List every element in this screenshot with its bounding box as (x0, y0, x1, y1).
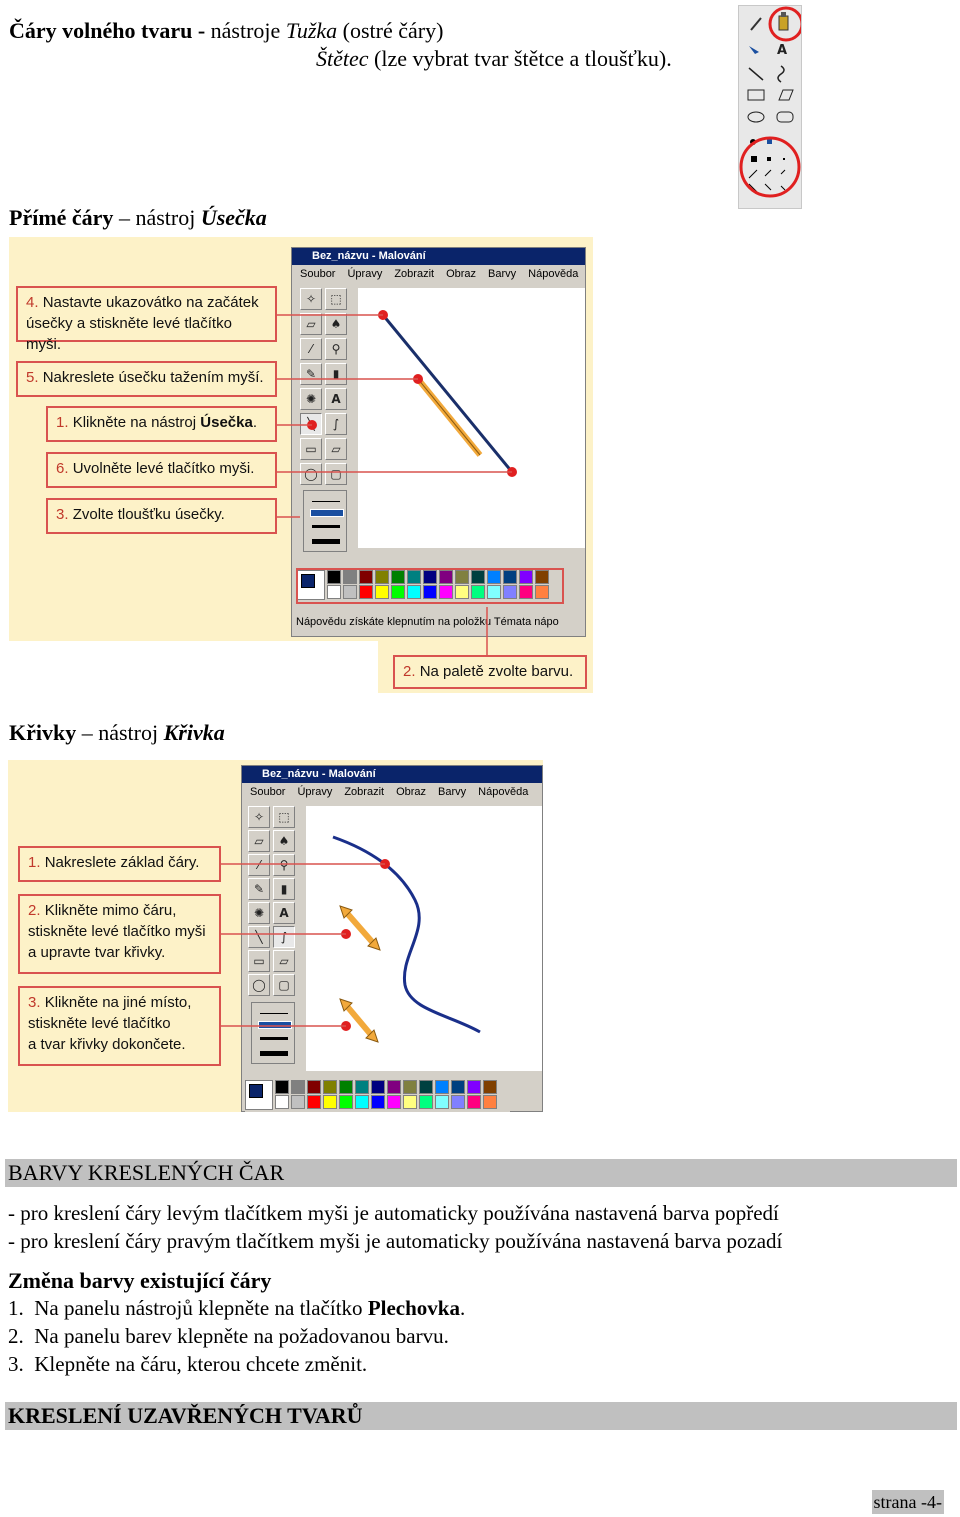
menu-soubor[interactable]: Soubor (300, 268, 336, 280)
callout-num: 4. (26, 294, 39, 311)
magnifier-tool[interactable]: ⚲ (273, 854, 295, 876)
curve-tool[interactable]: ∫ (325, 413, 347, 435)
ellipse-tool-icon (748, 112, 764, 122)
colors-section-heading: BARVY KRESLENÝCH ČAR (5, 1159, 957, 1187)
closed-shapes-heading: KRESLENÍ UZAVŘENÝCH TVARŮ (5, 1402, 957, 1430)
airbrush-tool[interactable]: ✺ (300, 388, 322, 410)
callout-text-2: stiskněte levé tlačítko myši (28, 923, 206, 940)
brush-tool[interactable]: ▮ (325, 363, 347, 385)
airbrush-tool[interactable]: ✺ (248, 902, 270, 924)
color-picker-tool[interactable]: ⁄ (300, 338, 322, 360)
step-end: . (459, 1296, 466, 1320)
callout-num: 2. (403, 663, 416, 680)
menu-upravy[interactable]: Úpravy (347, 268, 383, 280)
drawn-curve (333, 837, 480, 1032)
text-tool-icon: A (777, 43, 788, 58)
color-picker-tool[interactable]: ⁄ (248, 854, 270, 876)
polygon-tool[interactable]: ▱ (325, 438, 347, 460)
callout-text: Klikněte mimo čáru, (44, 902, 177, 919)
text-tool[interactable]: A (325, 388, 347, 410)
menu-zobrazit[interactable]: Zobrazit (344, 786, 385, 798)
callout-line-step-4 (16, 286, 277, 353)
tool-brush-desc: (lze vybrat tvar štětce a tloušťku). (368, 46, 672, 71)
step-num: 3. (8, 1352, 24, 1376)
menu-napoveda[interactable]: Nápověda (478, 786, 529, 798)
callout-line-step-6 (46, 452, 277, 488)
callout-line-step-1 (46, 406, 277, 442)
menu-soubor[interactable]: Soubor (250, 786, 286, 798)
menu-obraz[interactable]: Obraz (396, 786, 427, 798)
callout-num: 5. (26, 369, 39, 386)
curves-bold: Křivky (9, 720, 77, 745)
select-tool[interactable]: ⬚ (273, 806, 295, 828)
step-num: 2. (8, 1324, 24, 1348)
fill-tool[interactable]: ♠ (325, 313, 347, 335)
callout-text: Uvolněte levé tlačítko myši. (72, 460, 255, 477)
brush-icon (779, 12, 788, 30)
drawn-line (383, 315, 512, 472)
line-tool[interactable]: ╲ (248, 926, 270, 948)
paint-window-1-title: Bez_názvu - Malování (292, 248, 585, 265)
callout-text-2: stiskněte levé tlačítko (28, 1015, 171, 1032)
step-text: Klepněte na čáru, kterou chcete změnit. (34, 1352, 368, 1376)
menu-barvy[interactable]: Barvy (438, 786, 467, 798)
callout-text-3: a tvar křivky dokončete. (28, 1036, 186, 1053)
curve-tool[interactable]: ∫ (273, 926, 295, 948)
rounded-rect-tool[interactable]: ▢ (273, 974, 295, 996)
change-color-step-2 (8, 1323, 449, 1349)
callout-line-step-3 (46, 498, 277, 534)
callout-num: 3. (56, 506, 69, 523)
colors-line-1: - pro kreslení čáry levým tlačítkem myši je automaticky používána nastavená barva popředí (8, 1201, 779, 1225)
rounded-rect-tool-icon (777, 112, 793, 122)
ellipse-tool[interactable]: ◯ (300, 463, 322, 485)
callout-curve-step-3 (18, 986, 221, 1066)
brush-shape-square (751, 156, 757, 162)
callout-text: Nakreslete základ čáry. (44, 854, 200, 871)
callout-num: 3. (28, 994, 41, 1011)
change-color-step-3 (8, 1351, 367, 1377)
change-color-step-1 (8, 1295, 465, 1321)
status-bar-1: Nápovědu získáte klepnutím na položku Témata nápo (296, 616, 559, 628)
menu-upravy[interactable]: Úpravy (297, 786, 333, 798)
menu-barvy[interactable]: Barvy (488, 268, 517, 280)
tool-pencil-name: Tužka (285, 18, 338, 43)
menu-zobrazit[interactable]: Zobrazit (394, 268, 435, 280)
eraser-tool[interactable]: ▱ (300, 313, 322, 335)
fill-tool[interactable]: ♠ (273, 830, 295, 852)
select-tool[interactable]: ⬚ (325, 288, 347, 310)
colors-line-2: - pro kreslení čáry pravým tlačítkem myši je automaticky používána nastavená barva pozadí (8, 1229, 783, 1253)
callout-text: Klikněte na jiné místo, (44, 994, 192, 1011)
callout-line-step-5 (16, 361, 277, 397)
change-color-subheading: Změna barvy existující čáry (8, 1268, 272, 1293)
tool-pencil-desc: (ostré čáry) (337, 18, 444, 43)
callout-num: 6. (56, 460, 69, 477)
callout-text: Zvolte tloušťku úsečky. (72, 506, 225, 523)
callout-text-3: a upravte tvar křivky. (28, 944, 166, 961)
menu-napoveda[interactable]: Nápověda (528, 268, 579, 280)
rounded-rect-tool[interactable]: ▢ (325, 463, 347, 485)
brush-tool[interactable]: ▮ (273, 878, 295, 900)
freehand-bold: Čáry volného tvaru (9, 18, 193, 43)
straight-bold: Přímé čáry (9, 205, 114, 230)
magnifier-tool[interactable]: ⚲ (325, 338, 347, 360)
text-tool[interactable]: A (273, 902, 295, 924)
polygon-tool[interactable]: ▱ (273, 950, 295, 972)
rectangle-tool[interactable]: ▭ (248, 950, 270, 972)
step-num: 1. (8, 1296, 24, 1320)
page-number: strana -4- (873, 1492, 942, 1512)
rectangle-tool[interactable]: ▭ (300, 438, 322, 460)
callout-end: . (252, 414, 257, 431)
freehand-normal: nástroje (210, 18, 286, 43)
menu-obraz[interactable]: Obraz (446, 268, 477, 280)
paint-window-2-title: Bez_názvu - Malování (242, 766, 542, 783)
free-select-tool[interactable]: ✧ (300, 288, 322, 310)
curves-heading (9, 720, 225, 746)
straight-normal: – nástroj (113, 205, 201, 230)
tool-brush-name: Štětec (316, 46, 369, 71)
step-bold: Plechovka (367, 1296, 460, 1320)
callout-text: Klikněte na nástroj (72, 414, 201, 431)
toolbox-snippet-svg (739, 6, 801, 208)
pencil-icon (751, 18, 761, 30)
ellipse-tool[interactable]: ◯ (248, 974, 270, 996)
freehand-heading (9, 18, 443, 44)
highlight-circle-bottom (741, 138, 799, 196)
freehand-brush-line (316, 46, 672, 72)
brush-shape-slash (749, 170, 757, 178)
toolbox-snippet (738, 5, 802, 209)
freehand-dash: - (192, 18, 211, 43)
callout-curve-step-2 (18, 894, 221, 974)
pencil-tool[interactable]: ✎ (300, 363, 322, 385)
brush-shape-selected (767, 139, 772, 144)
tool-line-name: Úsečka (200, 205, 267, 230)
polygon-tool-icon (779, 90, 793, 100)
curves-normal: – nástroj (76, 720, 164, 745)
callout-text: Nastavte ukazovátko na začátek (42, 294, 259, 311)
callout-bold: Úsečka (200, 414, 253, 431)
callout-num: 2. (28, 902, 41, 919)
callout-num: 1. (28, 854, 41, 871)
airbrush-icon (749, 46, 759, 54)
free-select-tool[interactable]: ✧ (248, 806, 270, 828)
callout-num: 1. (56, 414, 69, 431)
step-text: Na panelu nástrojů klepněte na tlačítko (34, 1296, 368, 1320)
callout-curve-step-1 (18, 846, 221, 882)
curve-tool-icon (778, 66, 784, 82)
callout-text: Na paletě zvolte barvu. (419, 663, 574, 680)
straight-heading (9, 205, 267, 231)
callout-text: Nakreslete úsečku tažením myší. (42, 369, 264, 386)
drag-arrow-1 (340, 906, 380, 950)
line-tool-icon (749, 68, 763, 80)
tool-curve-name: Křivka (163, 720, 225, 745)
callout-line-step-2 (393, 655, 587, 689)
pencil-tool[interactable]: ✎ (248, 878, 270, 900)
eraser-tool[interactable]: ▱ (248, 830, 270, 852)
drag-arrow-2 (340, 999, 378, 1042)
rectangle-tool-icon (748, 90, 764, 100)
callout-text-2: úsečky a stiskněte levé tlačítko myši. (26, 315, 232, 353)
step-text: Na panelu barev klepněte na požadovanou barvu. (34, 1324, 449, 1348)
